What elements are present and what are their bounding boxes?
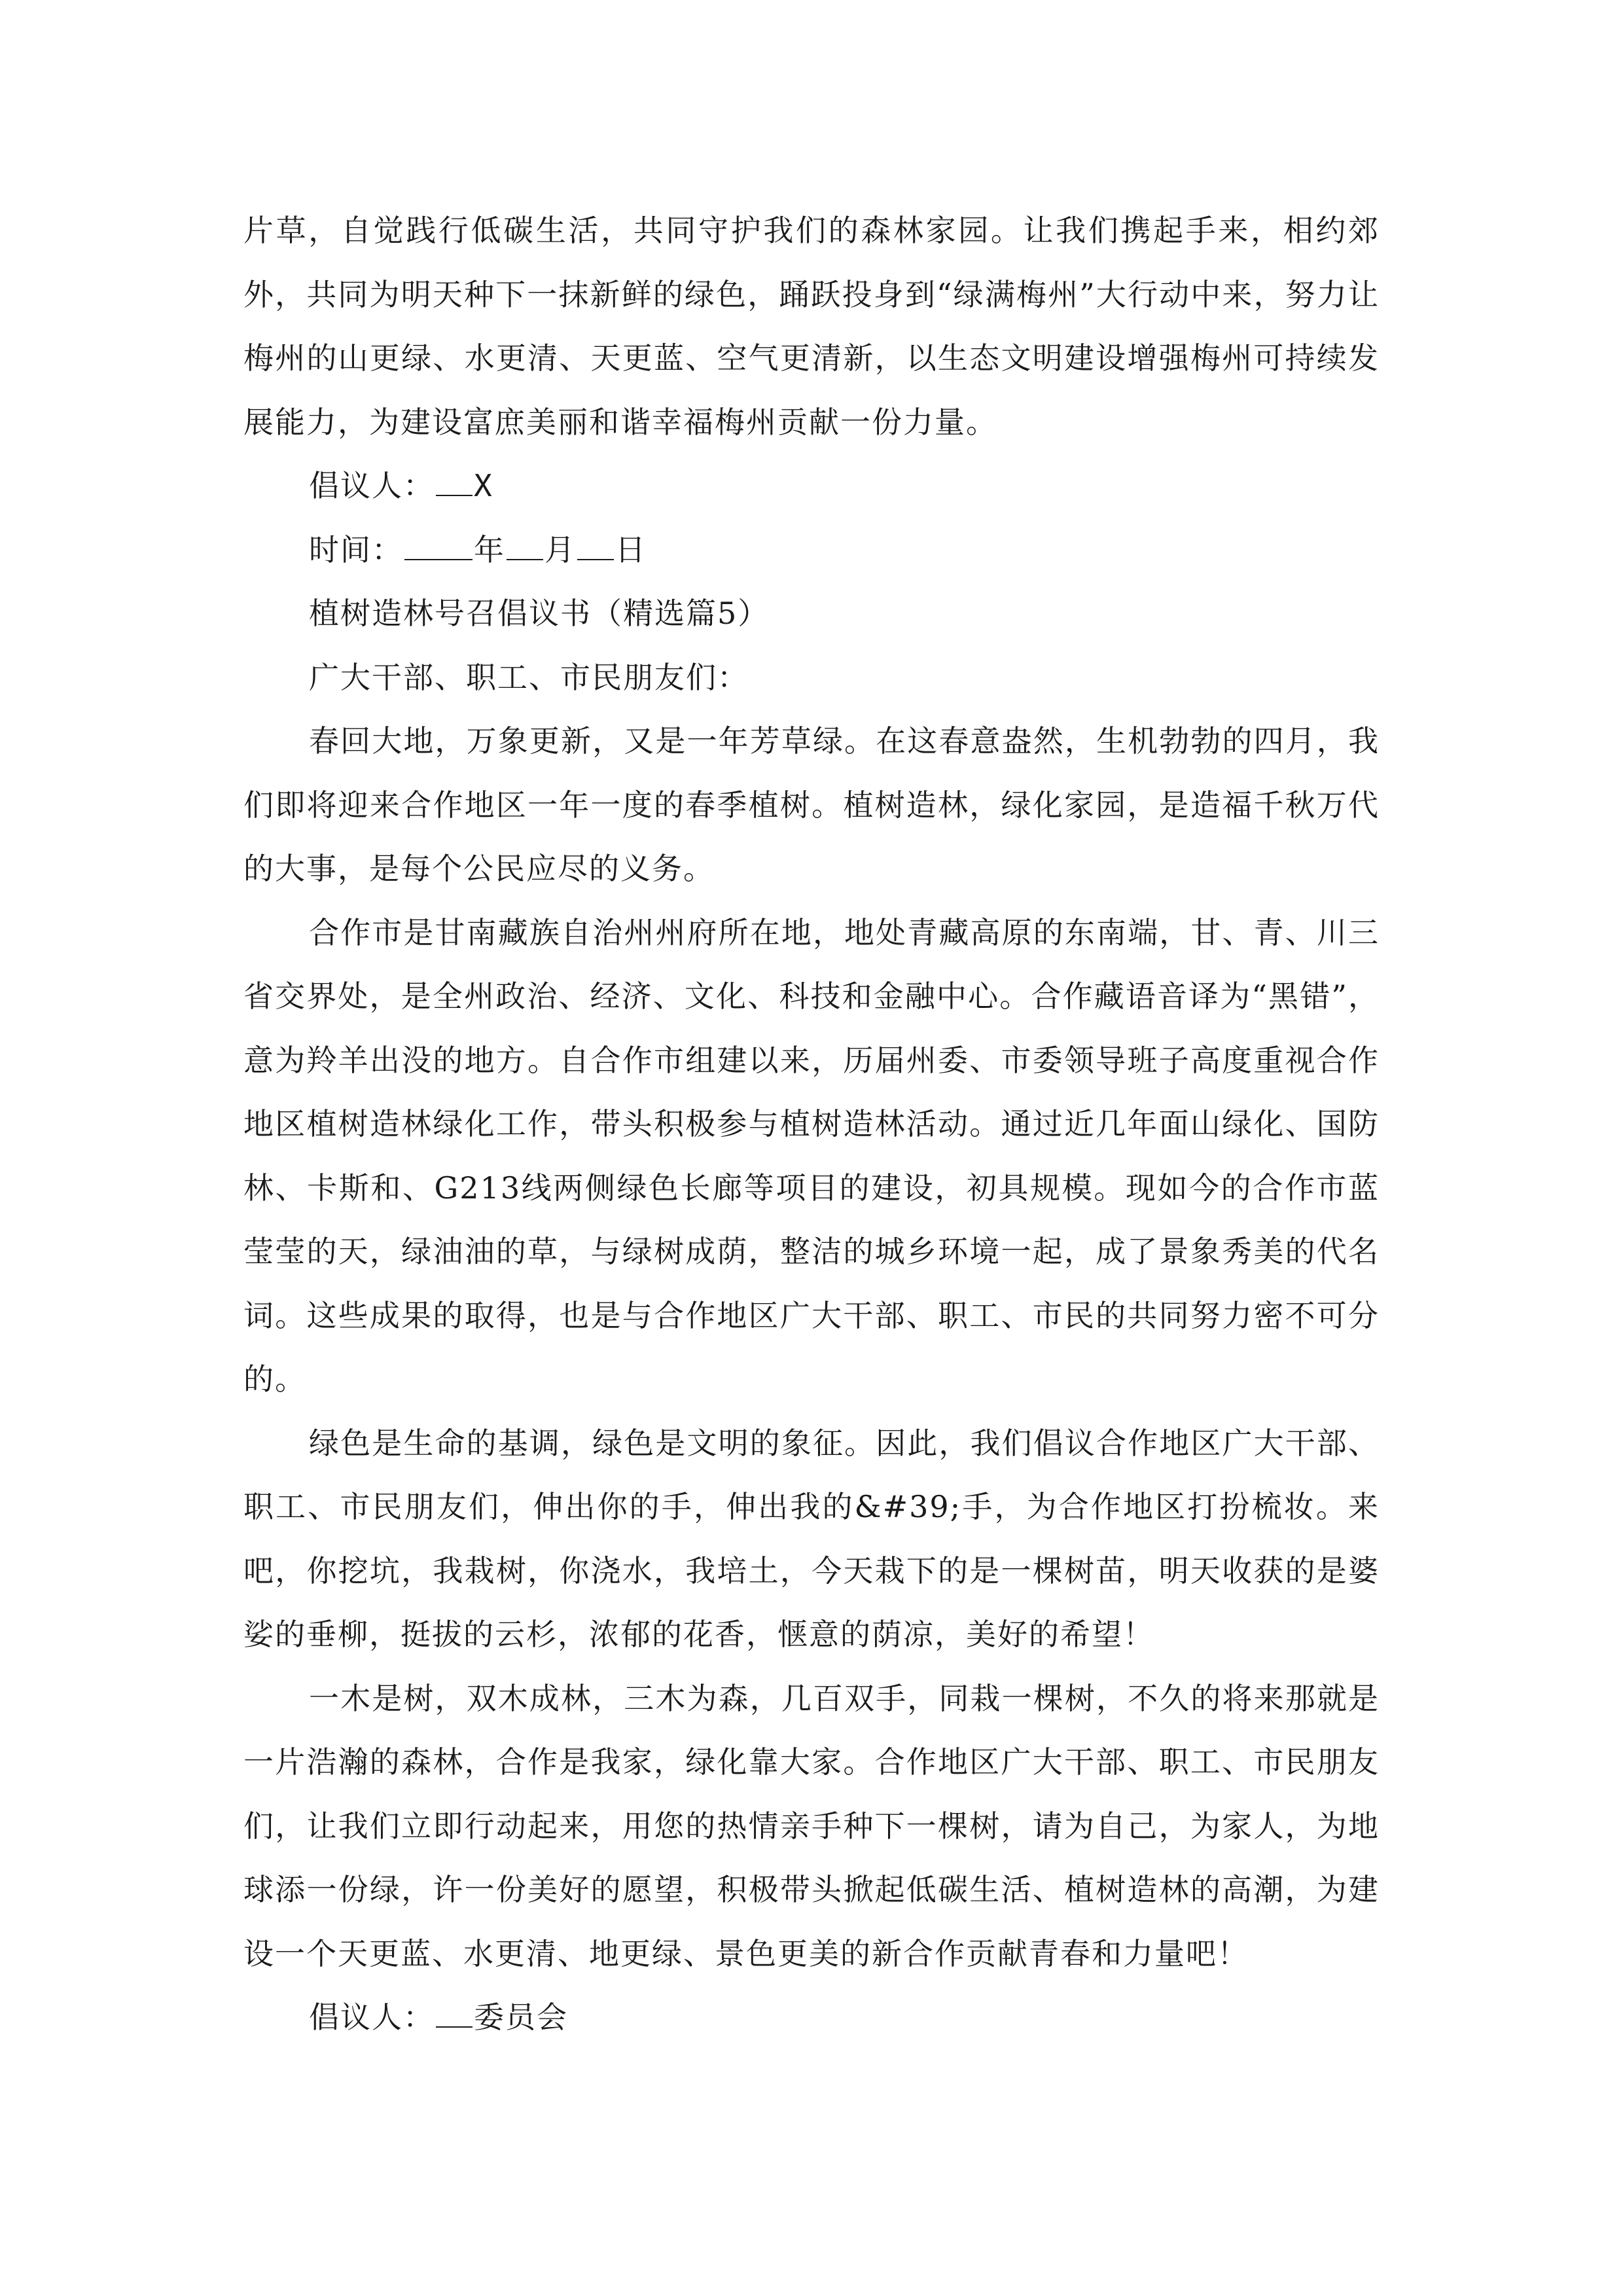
- year-blank: [404, 522, 473, 560]
- signer-name: 委员会: [474, 2000, 568, 2035]
- date-month: 月: [544, 531, 576, 567]
- signer-blank: [436, 458, 473, 496]
- date-label: 时间：: [309, 531, 403, 567]
- paragraph-green-life: 绿色是生命的基调，绿色是文明的象征。因此，我们倡议合作地区广大干部、职工、市民朋友们，伸出你的手，伸出我的&#39;手，为合作地区打扮梳妆。来吧，你挖坑，我栽树，你浇水，我培土，今天栽下的是一棵树苗，明天收获的是婆娑的垂柳，挺拔的云杉，浓郁的花香，惬意的荫凉，美好的希望！: [243, 1425, 1380, 1652]
- signer-label: 倡议人：: [309, 468, 435, 503]
- day-blank: [577, 522, 614, 560]
- paragraph-hezuo-city: 合作市是甘南藏族自治州州府所在地，地处青藏高原的东南端，甘、青、川三省交界处，是全州政治、经济、文化、科技和金融中心。合作藏语音译为“黑错”，意为羚羊出没的地方。自合作市组建以来，历届州委、市委领导班子高度重视合作地区植树造林绿化工作，带头积极参与植树造林活动。通过近几年面山绿化、国防林、卡斯和、G213线两侧绿色长廊等项目的建设，初具规模。现如今的合作市蓝莹莹的天，绿油油的草，与绿树成荫，整洁的城乡环境一起，成了景象秀美的代名词。这些成果的取得，也是与合作地区广大干部、职工、市民的共同努力密不可分的。: [243, 914, 1380, 1397]
- signer-name: X: [474, 468, 493, 503]
- section-title: 植树造林号召倡议书（精选篇5）: [309, 596, 770, 631]
- signer-line-2: [243, 1986, 1380, 2050]
- signer-blank: [436, 1990, 473, 2028]
- month-blank: [507, 522, 543, 560]
- signer-label: 倡议人：: [309, 2000, 435, 2035]
- signer-line-1: [243, 454, 1380, 518]
- paragraph-spring: 春回大地，万象更新，又是一年芳草绿。在这春意盎然，生机勃勃的四月，我们即将迎来合作地区一年一度的春季植树。植树造林，绿化家园，是造福千秋万代的大事，是每个公民应尽的义务。: [243, 723, 1380, 886]
- salutation: 广大干部、职工、市民朋友们：: [309, 659, 749, 695]
- document-body: [243, 199, 1380, 2050]
- date-line: [243, 518, 1380, 583]
- paragraph-forest: 一木是树，双木成林，三木为森，几百双手，同栽一棵树，不久的将来那就是一片浩瀚的森林，合作是我家，绿化靠大家。合作地区广大干部、职工、市民朋友们，让我们立即行动起来，用您的热情亲手种下一棵树，请为自己，为家人，为地球添一份绿，许一份美好的愿望，积极带头掀起低碳生活、植树造林的高潮，为建设一个天更蓝、水更清、地更绿、景色更美的新合作贡献青春和力量吧！: [243, 1680, 1380, 1971]
- date-year: 年: [474, 531, 505, 567]
- paragraph-continued: 片草，自觉践行低碳生活，共同守护我们的森林家园。让我们携起手来，相约郊外，共同为明天种下一抹新鲜的绿色，踊跃投身到“绿满梅州”大行动中来，努力让梅州的山更绿、水更清、天更蓝、空气更清新，以生态文明建设增强梅州可持续发展能力，为建设富庶美丽和谐幸福梅州贡献一份力量。: [243, 213, 1380, 440]
- date-day: 日: [615, 531, 647, 567]
